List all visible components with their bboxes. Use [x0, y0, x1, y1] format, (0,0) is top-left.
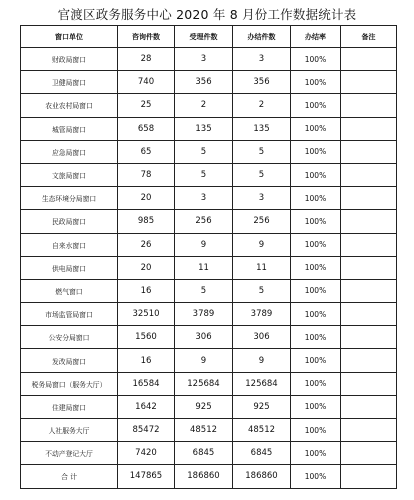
cell-done-count: 3789 [233, 303, 291, 326]
cell-accept-count: 9 [175, 233, 233, 256]
table-row [21, 349, 397, 372]
cell-window-unit: 民政局窗口 [21, 210, 118, 233]
cell-accept-count: 6845 [175, 442, 233, 465]
cell-consult-count: 658 [118, 117, 175, 140]
cell-done-rate: 100% [291, 326, 341, 349]
cell-done-count: 306 [233, 326, 291, 349]
cell-done-count: 48512 [233, 419, 291, 442]
cell-window-unit: 市场监管局窗口 [21, 303, 118, 326]
cell-remarks [341, 48, 397, 71]
cell-consult-count: 85472 [118, 419, 175, 442]
cell-remarks [341, 395, 397, 418]
cell-consult-count: 32510 [118, 303, 175, 326]
cell-done-rate: 100% [291, 48, 341, 71]
cell-consult-count: 16 [118, 349, 175, 372]
cell-window-unit: 合 计 [21, 465, 118, 488]
cell-done-rate: 100% [291, 71, 341, 94]
header-consult-count: 咨询件数 [118, 26, 175, 48]
table-row [21, 71, 397, 94]
cell-accept-count: 135 [175, 117, 233, 140]
cell-accept-count: 125684 [175, 372, 233, 395]
cell-consult-count: 78 [118, 163, 175, 186]
cell-remarks [341, 465, 397, 488]
total-row [21, 465, 397, 488]
document-title: 官渡区政务服务中心 2020 年 8 月份工作数据统计表 [57, 7, 357, 22]
cell-consult-count: 7420 [118, 442, 175, 465]
cell-done-count: 9 [233, 349, 291, 372]
cell-window-unit: 应急局窗口 [21, 140, 118, 163]
cell-accept-count: 3 [175, 48, 233, 71]
cell-done-rate: 100% [291, 94, 341, 117]
cell-remarks [341, 210, 397, 233]
cell-done-rate: 100% [291, 140, 341, 163]
cell-window-unit: 住建局窗口 [21, 395, 118, 418]
cell-accept-count: 186860 [175, 465, 233, 488]
cell-window-unit: 税务局窗口（服务大厅） [21, 372, 118, 395]
cell-remarks [341, 233, 397, 256]
cell-consult-count: 26 [118, 233, 175, 256]
cell-done-rate: 100% [291, 233, 341, 256]
cell-done-count: 356 [233, 71, 291, 94]
cell-done-rate: 100% [291, 279, 341, 302]
header-remarks: 备注 [341, 26, 397, 48]
cell-consult-count: 20 [118, 256, 175, 279]
cell-done-rate: 100% [291, 256, 341, 279]
cell-remarks [341, 187, 397, 210]
cell-window-unit: 城管局窗口 [21, 117, 118, 140]
table-row [21, 442, 397, 465]
cell-consult-count: 16584 [118, 372, 175, 395]
cell-window-unit: 发改局窗口 [21, 349, 118, 372]
cell-done-count: 925 [233, 395, 291, 418]
table-row [21, 48, 397, 71]
cell-done-rate: 100% [291, 163, 341, 186]
cell-done-count: 6845 [233, 442, 291, 465]
cell-remarks [341, 163, 397, 186]
cell-accept-count: 11 [175, 256, 233, 279]
cell-consult-count: 1642 [118, 395, 175, 418]
cell-consult-count: 147865 [118, 465, 175, 488]
cell-consult-count: 16 [118, 279, 175, 302]
table-row [21, 210, 397, 233]
cell-window-unit: 自来水窗口 [21, 233, 118, 256]
header-done-count: 办结件数 [233, 26, 291, 48]
header-window-unit: 窗口单位 [21, 26, 118, 48]
cell-window-unit: 卫健局窗口 [21, 71, 118, 94]
cell-window-unit: 农业农村局窗口 [21, 94, 118, 117]
cell-done-rate: 100% [291, 465, 341, 488]
cell-remarks [341, 117, 397, 140]
cell-done-rate: 100% [291, 395, 341, 418]
cell-done-rate: 100% [291, 349, 341, 372]
table-row [21, 395, 397, 418]
cell-done-rate: 100% [291, 117, 341, 140]
cell-remarks [341, 279, 397, 302]
cell-accept-count: 5 [175, 163, 233, 186]
cell-done-count: 186860 [233, 465, 291, 488]
cell-accept-count: 5 [175, 140, 233, 163]
cell-window-unit: 文旅局窗口 [21, 163, 118, 186]
table-row [21, 372, 397, 395]
cell-consult-count: 1560 [118, 326, 175, 349]
table-row [21, 163, 397, 186]
cell-done-count: 5 [233, 140, 291, 163]
cell-done-count: 5 [233, 279, 291, 302]
cell-accept-count: 256 [175, 210, 233, 233]
statistics-table [20, 25, 397, 489]
table-row [21, 279, 397, 302]
cell-remarks [341, 140, 397, 163]
header-done-rate: 办结率 [291, 26, 341, 48]
cell-done-count: 3 [233, 187, 291, 210]
cell-consult-count: 740 [118, 71, 175, 94]
cell-consult-count: 65 [118, 140, 175, 163]
cell-remarks [341, 71, 397, 94]
cell-remarks [341, 419, 397, 442]
cell-done-rate: 100% [291, 303, 341, 326]
cell-done-count: 3 [233, 48, 291, 71]
cell-done-rate: 100% [291, 419, 341, 442]
cell-window-unit: 燃气窗口 [21, 279, 118, 302]
cell-remarks [341, 349, 397, 372]
cell-remarks [341, 326, 397, 349]
cell-consult-count: 28 [118, 48, 175, 71]
cell-remarks [341, 372, 397, 395]
cell-window-unit: 人社服务大厅 [21, 419, 118, 442]
cell-accept-count: 9 [175, 349, 233, 372]
cell-done-count: 125684 [233, 372, 291, 395]
cell-remarks [341, 94, 397, 117]
table-row [21, 94, 397, 117]
table-row [21, 419, 397, 442]
header-accept-count: 受理件数 [175, 26, 233, 48]
cell-window-unit: 财政局窗口 [21, 48, 118, 71]
cell-window-unit: 供电局窗口 [21, 256, 118, 279]
table-row [21, 117, 397, 140]
cell-done-count: 2 [233, 94, 291, 117]
cell-remarks [341, 442, 397, 465]
cell-done-rate: 100% [291, 187, 341, 210]
table-row [21, 303, 397, 326]
cell-done-count: 5 [233, 163, 291, 186]
cell-done-rate: 100% [291, 372, 341, 395]
cell-window-unit: 公安分局窗口 [21, 326, 118, 349]
cell-consult-count: 985 [118, 210, 175, 233]
cell-consult-count: 20 [118, 187, 175, 210]
cell-window-unit: 不动产登记大厅 [21, 442, 118, 465]
cell-window-unit: 生态环境分局窗口 [21, 187, 118, 210]
table-row [21, 140, 397, 163]
header-row [21, 26, 397, 48]
cell-accept-count: 5 [175, 279, 233, 302]
cell-accept-count: 3789 [175, 303, 233, 326]
cell-done-rate: 100% [291, 210, 341, 233]
cell-done-rate: 100% [291, 442, 341, 465]
cell-done-count: 11 [233, 256, 291, 279]
cell-accept-count: 356 [175, 71, 233, 94]
table-row [21, 187, 397, 210]
cell-accept-count: 925 [175, 395, 233, 418]
table-row [21, 233, 397, 256]
table-row [21, 256, 397, 279]
cell-accept-count: 306 [175, 326, 233, 349]
cell-accept-count: 48512 [175, 419, 233, 442]
cell-remarks [341, 303, 397, 326]
table-row [21, 326, 397, 349]
cell-consult-count: 25 [118, 94, 175, 117]
cell-done-count: 9 [233, 233, 291, 256]
cell-remarks [341, 256, 397, 279]
cell-done-count: 256 [233, 210, 291, 233]
cell-done-count: 135 [233, 117, 291, 140]
cell-accept-count: 2 [175, 94, 233, 117]
cell-accept-count: 3 [175, 187, 233, 210]
